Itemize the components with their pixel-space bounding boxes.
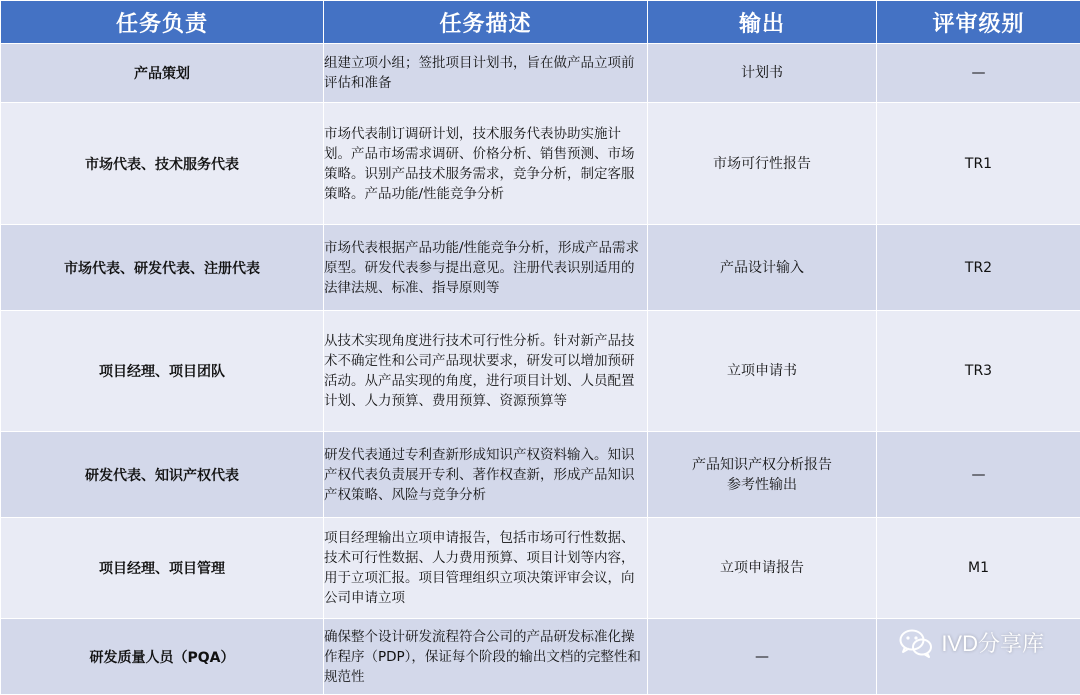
owner-cell: 市场代表、研发代表、注册代表	[1, 225, 324, 311]
header-review-level: 评审级别	[877, 1, 1080, 44]
table-row	[1, 518, 1080, 619]
watermark	[899, 627, 1044, 658]
description-cell: 市场代表根据产品功能/性能竞争分析，形成产品需求原型。研发代表参与提出意见。注册代表识别适用的法律法规、标准、指导原则等	[324, 225, 648, 311]
owner-cell: 项目经理、项目管理	[1, 518, 324, 619]
output-cell: 立项申请报告	[648, 518, 877, 619]
header-output: 输出	[648, 1, 877, 44]
owner-cell: 研发质量人员（PQA）	[1, 619, 324, 695]
review-level-cell: TR3	[877, 311, 1080, 432]
review-level-cell: M1	[877, 518, 1080, 619]
owner-cell: 产品策划	[1, 44, 324, 103]
output-cell: 立项申请书	[648, 311, 877, 432]
output-cell: 计划书	[648, 44, 877, 103]
table-row	[1, 44, 1080, 103]
table-row	[1, 432, 1080, 518]
output-cell: —	[648, 619, 877, 695]
wechat-icon	[899, 628, 933, 658]
owner-cell: 项目经理、项目团队	[1, 311, 324, 432]
header-row	[1, 1, 1080, 44]
table-row	[1, 311, 1080, 432]
output-cell: 产品知识产权分析报告 参考性输出	[648, 432, 877, 518]
output-cell: 产品设计输入	[648, 225, 877, 311]
description-cell: 项目经理输出立项申请报告，包括市场可行性数据、技术可行性数据、人力费用预算、项目计划等内容，用于立项汇报。项目管理组织立项决策评审会议，向公司申请立项	[324, 518, 648, 619]
description-cell: 确保整个设计研发流程符合公司的产品研发标准化操作程序（PDP），保证每个阶段的输出文档的完整性和规范性	[324, 619, 648, 695]
output-cell: 市场可行性报告	[648, 103, 877, 225]
owner-cell: 研发代表、知识产权代表	[1, 432, 324, 518]
owner-cell: 市场代表、技术服务代表	[1, 103, 324, 225]
review-level-cell: —	[877, 432, 1080, 518]
description-cell: 组建立项小组；签批项目计划书，旨在做产品立项前评估和准备	[324, 44, 648, 103]
watermark-text: IVD分享库	[941, 627, 1044, 658]
review-level-cell: TR2	[877, 225, 1080, 311]
table-row	[1, 103, 1080, 225]
description-cell: 从技术实现角度进行技术可行性分析。针对新产品技术不确定性和公司产品现状要求，研发可以增加预研活动。从产品实现的角度，进行项目计划、人员配置计划、人力预算、费用预算、资源预算等	[324, 311, 648, 432]
header-description: 任务描述	[324, 1, 648, 44]
review-level-cell: TR1	[877, 103, 1080, 225]
description-cell: 市场代表制订调研计划，技术服务代表协助实施计划。产品市场需求调研、价格分析、销售预测、市场策略。识别产品技术服务需求，竞争分析，制定客服策略。产品功能/性能竞争分析	[324, 103, 648, 225]
description-cell: 研发代表通过专利查新形成知识产权资料输入。知识产权代表负责展开专利、著作权查新，形成产品知识产权策略、风险与竞争分析	[324, 432, 648, 518]
table-row	[1, 225, 1080, 311]
review-level-cell: —	[877, 44, 1080, 103]
header-owner: 任务负责	[1, 1, 324, 44]
